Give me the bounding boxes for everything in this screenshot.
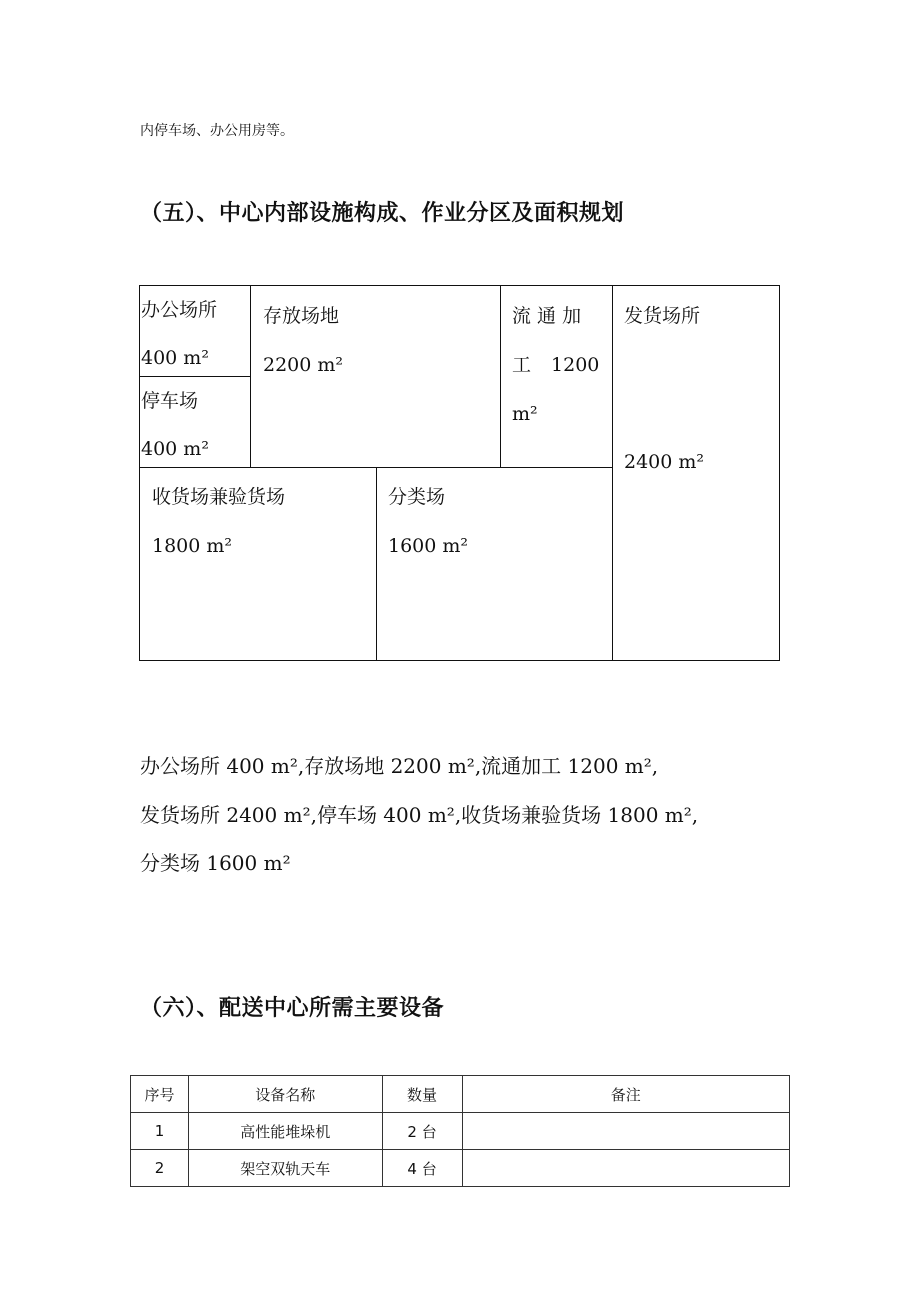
zone-sorting-area: 1600 m²	[388, 535, 469, 557]
zone-parking-area: 400 m²	[141, 438, 209, 460]
summary-line-2: 发货场所 2400 m²,停车场 400 m²,收货场兼验货场 1800 m²,	[140, 803, 699, 827]
equipment-table	[130, 1075, 790, 1187]
section-5-heading: （五）、中心内部设施构成、作业分区及面积规划	[140, 201, 625, 226]
zone-processing-line1: 流 通 加	[512, 305, 582, 327]
section-6-heading: （六）、配送中心所需主要设备	[140, 996, 445, 1021]
header-remarks: 备注	[462, 1076, 790, 1113]
table-row	[131, 1113, 790, 1150]
zone-processing-line2: 工 1200	[512, 354, 600, 376]
table-row	[131, 1150, 790, 1187]
cell-equipment-name: 高性能堆垛机	[188, 1113, 382, 1150]
zone-shipping-area: 2400 m²	[624, 451, 705, 473]
zone-storage-area: 2200 m²	[263, 354, 344, 376]
table-header-row	[131, 1076, 790, 1113]
zone-shipping-name: 发货场所	[624, 305, 701, 327]
header-index: 序号	[131, 1076, 189, 1113]
zone-parking-name: 停车场	[141, 390, 199, 412]
zone-storage-name: 存放场地	[263, 305, 340, 327]
summary-line-3: 分类场 1600 m²	[140, 851, 291, 875]
cell-remarks	[462, 1150, 790, 1187]
zone-sorting-name: 分类场	[388, 486, 446, 508]
cell-quantity: 4 台	[382, 1150, 462, 1187]
header-quantity: 数量	[382, 1076, 462, 1113]
zone-office-name: 办公场所	[141, 299, 218, 321]
zone-receiving-name: 收货场兼验货场	[152, 486, 286, 508]
zone-processing-line3: m²	[512, 403, 538, 425]
zone-receiving-area: 1800 m²	[152, 535, 233, 557]
cell-equipment-name: 架空双轨天车	[188, 1150, 382, 1187]
intro-text: 内停车场、办公用房等。	[140, 123, 294, 139]
cell-index: 1	[131, 1113, 189, 1150]
cell-index: 2	[131, 1150, 189, 1187]
cell-quantity: 2 台	[382, 1113, 462, 1150]
header-equipment-name: 设备名称	[188, 1076, 382, 1113]
cell-remarks	[462, 1113, 790, 1150]
zone-office-area: 400 m²	[141, 347, 209, 369]
summary-line-1: 办公场所 400 m²,存放场地 2200 m²,流通加工 1200 m²,	[140, 754, 659, 778]
